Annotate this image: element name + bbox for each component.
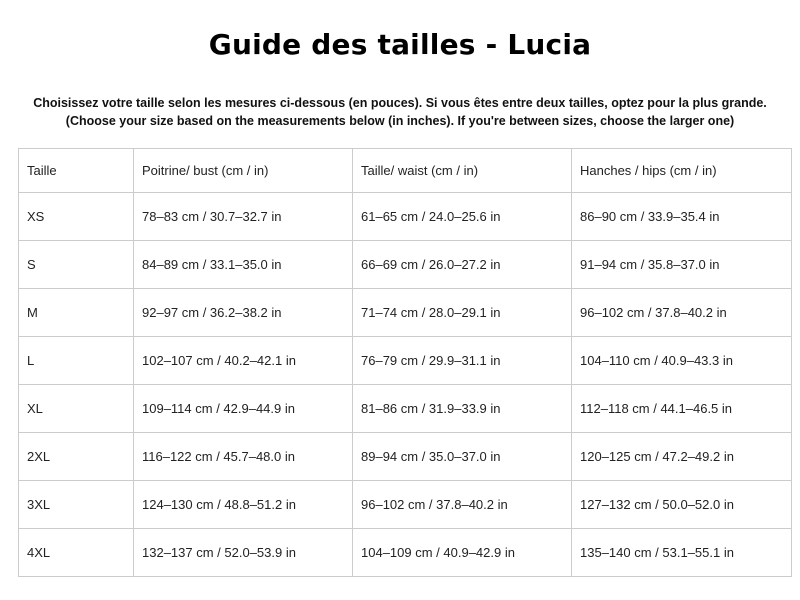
- cell-size: L: [19, 337, 134, 385]
- cell-bust: 92–97 cm / 36.2–38.2 in: [134, 289, 353, 337]
- cell-size: 3XL: [19, 481, 134, 529]
- header-size: Taille: [19, 149, 134, 193]
- table-row: [19, 481, 792, 529]
- header-waist: Taille/ waist (cm / in): [353, 149, 572, 193]
- subtitle-english: (Choose your size based on the measurements below (in inches). If you're between sizes, choose the larger one): [65, 114, 735, 128]
- cell-bust: 102–107 cm / 40.2–42.1 in: [134, 337, 353, 385]
- cell-waist: 71–74 cm / 28.0–29.1 in: [353, 289, 572, 337]
- cell-waist: 81–86 cm / 31.9–33.9 in: [353, 385, 572, 433]
- cell-bust: 78–83 cm / 30.7–32.7 in: [134, 193, 353, 241]
- page-title: Guide des tailles - Lucia: [208, 28, 592, 61]
- cell-bust: 84–89 cm / 33.1–35.0 in: [134, 241, 353, 289]
- cell-waist: 104–109 cm / 40.9–42.9 in: [353, 529, 572, 577]
- cell-hips: 112–118 cm / 44.1–46.5 in: [572, 385, 792, 433]
- cell-hips: 104–110 cm / 40.9–43.3 in: [572, 337, 792, 385]
- cell-hips: 91–94 cm / 35.8–37.0 in: [572, 241, 792, 289]
- cell-bust: 124–130 cm / 48.8–51.2 in: [134, 481, 353, 529]
- table-row: [19, 193, 792, 241]
- cell-hips: 127–132 cm / 50.0–52.0 in: [572, 481, 792, 529]
- table-row: [19, 385, 792, 433]
- cell-waist: 61–65 cm / 24.0–25.6 in: [353, 193, 572, 241]
- cell-waist: 89–94 cm / 35.0–37.0 in: [353, 433, 572, 481]
- table-row: [19, 433, 792, 481]
- cell-size: XL: [19, 385, 134, 433]
- cell-waist: 96–102 cm / 37.8–40.2 in: [353, 481, 572, 529]
- table-row: [19, 289, 792, 337]
- cell-size: XS: [19, 193, 134, 241]
- header-hips: Hanches / hips (cm / in): [572, 149, 792, 193]
- table-row: [19, 337, 792, 385]
- cell-hips: 86–90 cm / 33.9–35.4 in: [572, 193, 792, 241]
- subtitle-french: Choisissez votre taille selon les mesures ci-dessous (en pouces). Si vous êtes entre deux tailles, optez pour la plus grande.: [33, 96, 767, 110]
- table-row: [19, 529, 792, 577]
- table-row: [19, 241, 792, 289]
- cell-hips: 135–140 cm / 53.1–55.1 in: [572, 529, 792, 577]
- cell-bust: 132–137 cm / 52.0–53.9 in: [134, 529, 353, 577]
- cell-waist: 76–79 cm / 29.9–31.1 in: [353, 337, 572, 385]
- cell-size: M: [19, 289, 134, 337]
- cell-waist: 66–69 cm / 26.0–27.2 in: [353, 241, 572, 289]
- table-header-row: [19, 149, 792, 193]
- cell-size: 4XL: [19, 529, 134, 577]
- header-bust: Poitrine/ bust (cm / in): [134, 149, 353, 193]
- size-chart-table: [18, 148, 792, 577]
- cell-bust: 116–122 cm / 45.7–48.0 in: [134, 433, 353, 481]
- cell-size: S: [19, 241, 134, 289]
- cell-bust: 109–114 cm / 42.9–44.9 in: [134, 385, 353, 433]
- cell-hips: 96–102 cm / 37.8–40.2 in: [572, 289, 792, 337]
- cell-size: 2XL: [19, 433, 134, 481]
- cell-hips: 120–125 cm / 47.2–49.2 in: [572, 433, 792, 481]
